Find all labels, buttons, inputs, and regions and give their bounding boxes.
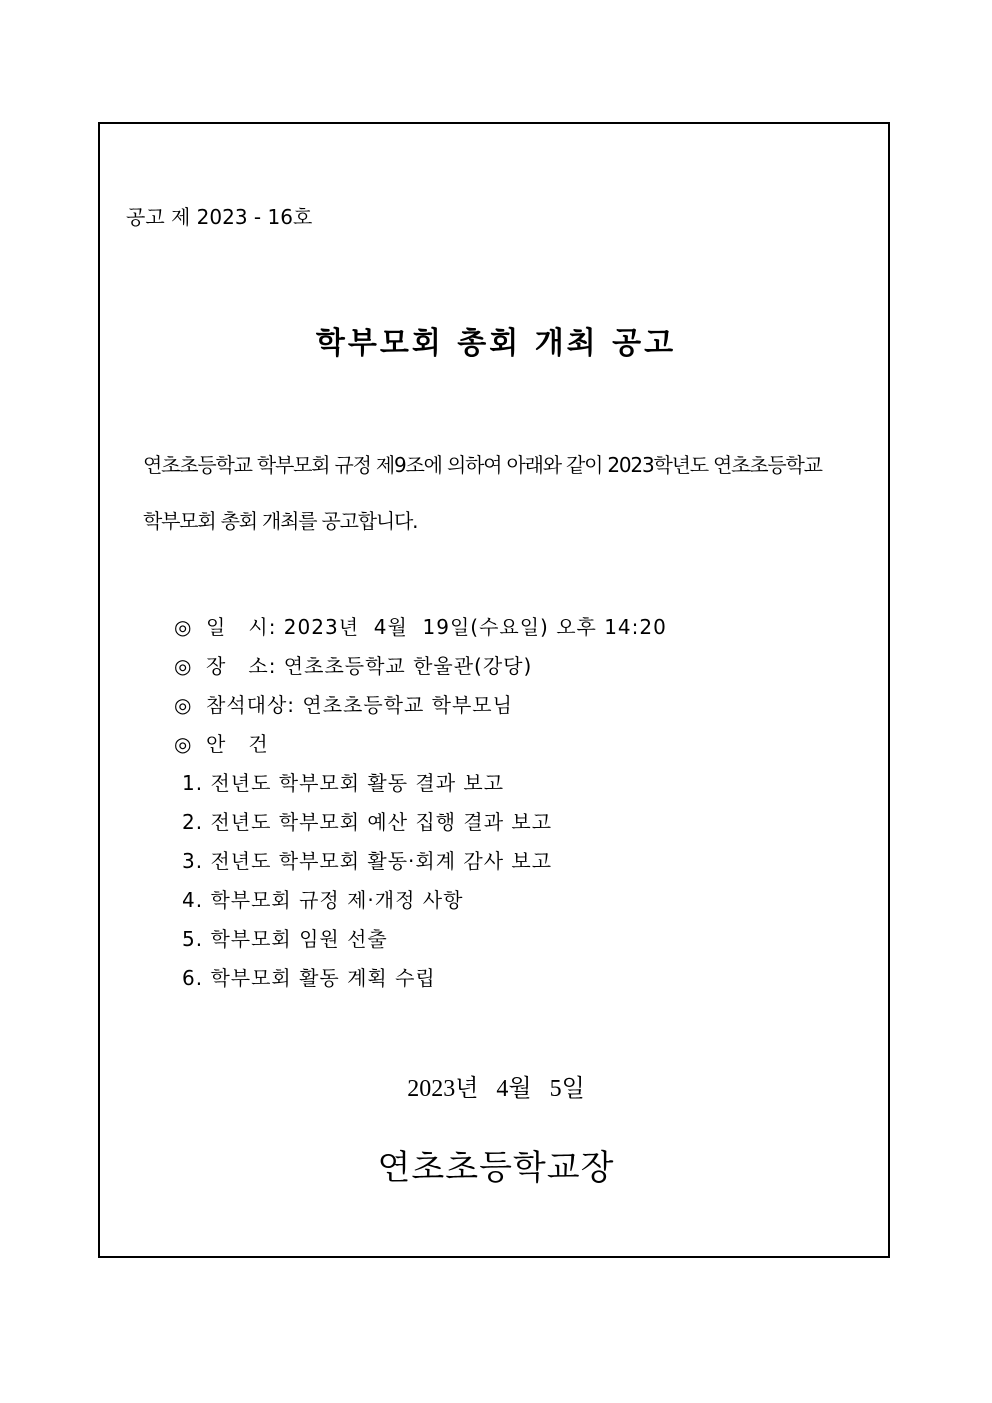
notice-date: 2023년 4월 5일 (407, 1076, 585, 1102)
agenda-item: 1. 전년도 학부모회 활동 결과 보고 (182, 771, 505, 795)
bullet-mark: ◎ (174, 693, 193, 717)
attendees-text: 참석대상: 연초초등학교 학부모님 (206, 693, 513, 717)
place-text: 장 소: 연초초등학교 한울관(강당) (206, 654, 533, 678)
detail-place (174, 650, 532, 679)
bullet-mark: ◎ (174, 654, 193, 678)
agenda-item: 6. 학부모회 활동 계획 수립 (182, 966, 436, 990)
intro-line-1: 연초초등학교 학부모회 규정 제9조에 의하여 아래와 같이 2023학년도 연초초등학교 (143, 453, 822, 477)
datetime-text: 일 시: 2023년 4월 19일(수요일) 오후 14:20 (206, 615, 667, 639)
bullet-mark: ◎ (174, 732, 193, 756)
intro-line-2: 학부모회 총회 개최를 공고합니다. (143, 509, 418, 533)
agenda-item: 5. 학부모회 임원 선출 (182, 927, 388, 951)
bullet-mark: ◎ (174, 615, 193, 639)
detail-attendees (174, 689, 513, 718)
notice-title: 학부모회 총회 개최 공고 (315, 326, 677, 361)
agenda-item: 2. 전년도 학부모회 예산 집행 결과 보고 (182, 810, 553, 834)
detail-datetime (174, 611, 667, 640)
issuer-name: 연초초등학교장 (377, 1148, 615, 1188)
agenda-heading-text: 안 건 (206, 732, 269, 756)
detail-agenda-heading (174, 728, 269, 757)
agenda-item: 4. 학부모회 규정 제·개정 사항 (182, 888, 464, 912)
notice-number: 공고 제 2023 - 16호 (126, 205, 313, 229)
agenda-item: 3. 전년도 학부모회 활동·회계 감사 보고 (182, 849, 553, 873)
